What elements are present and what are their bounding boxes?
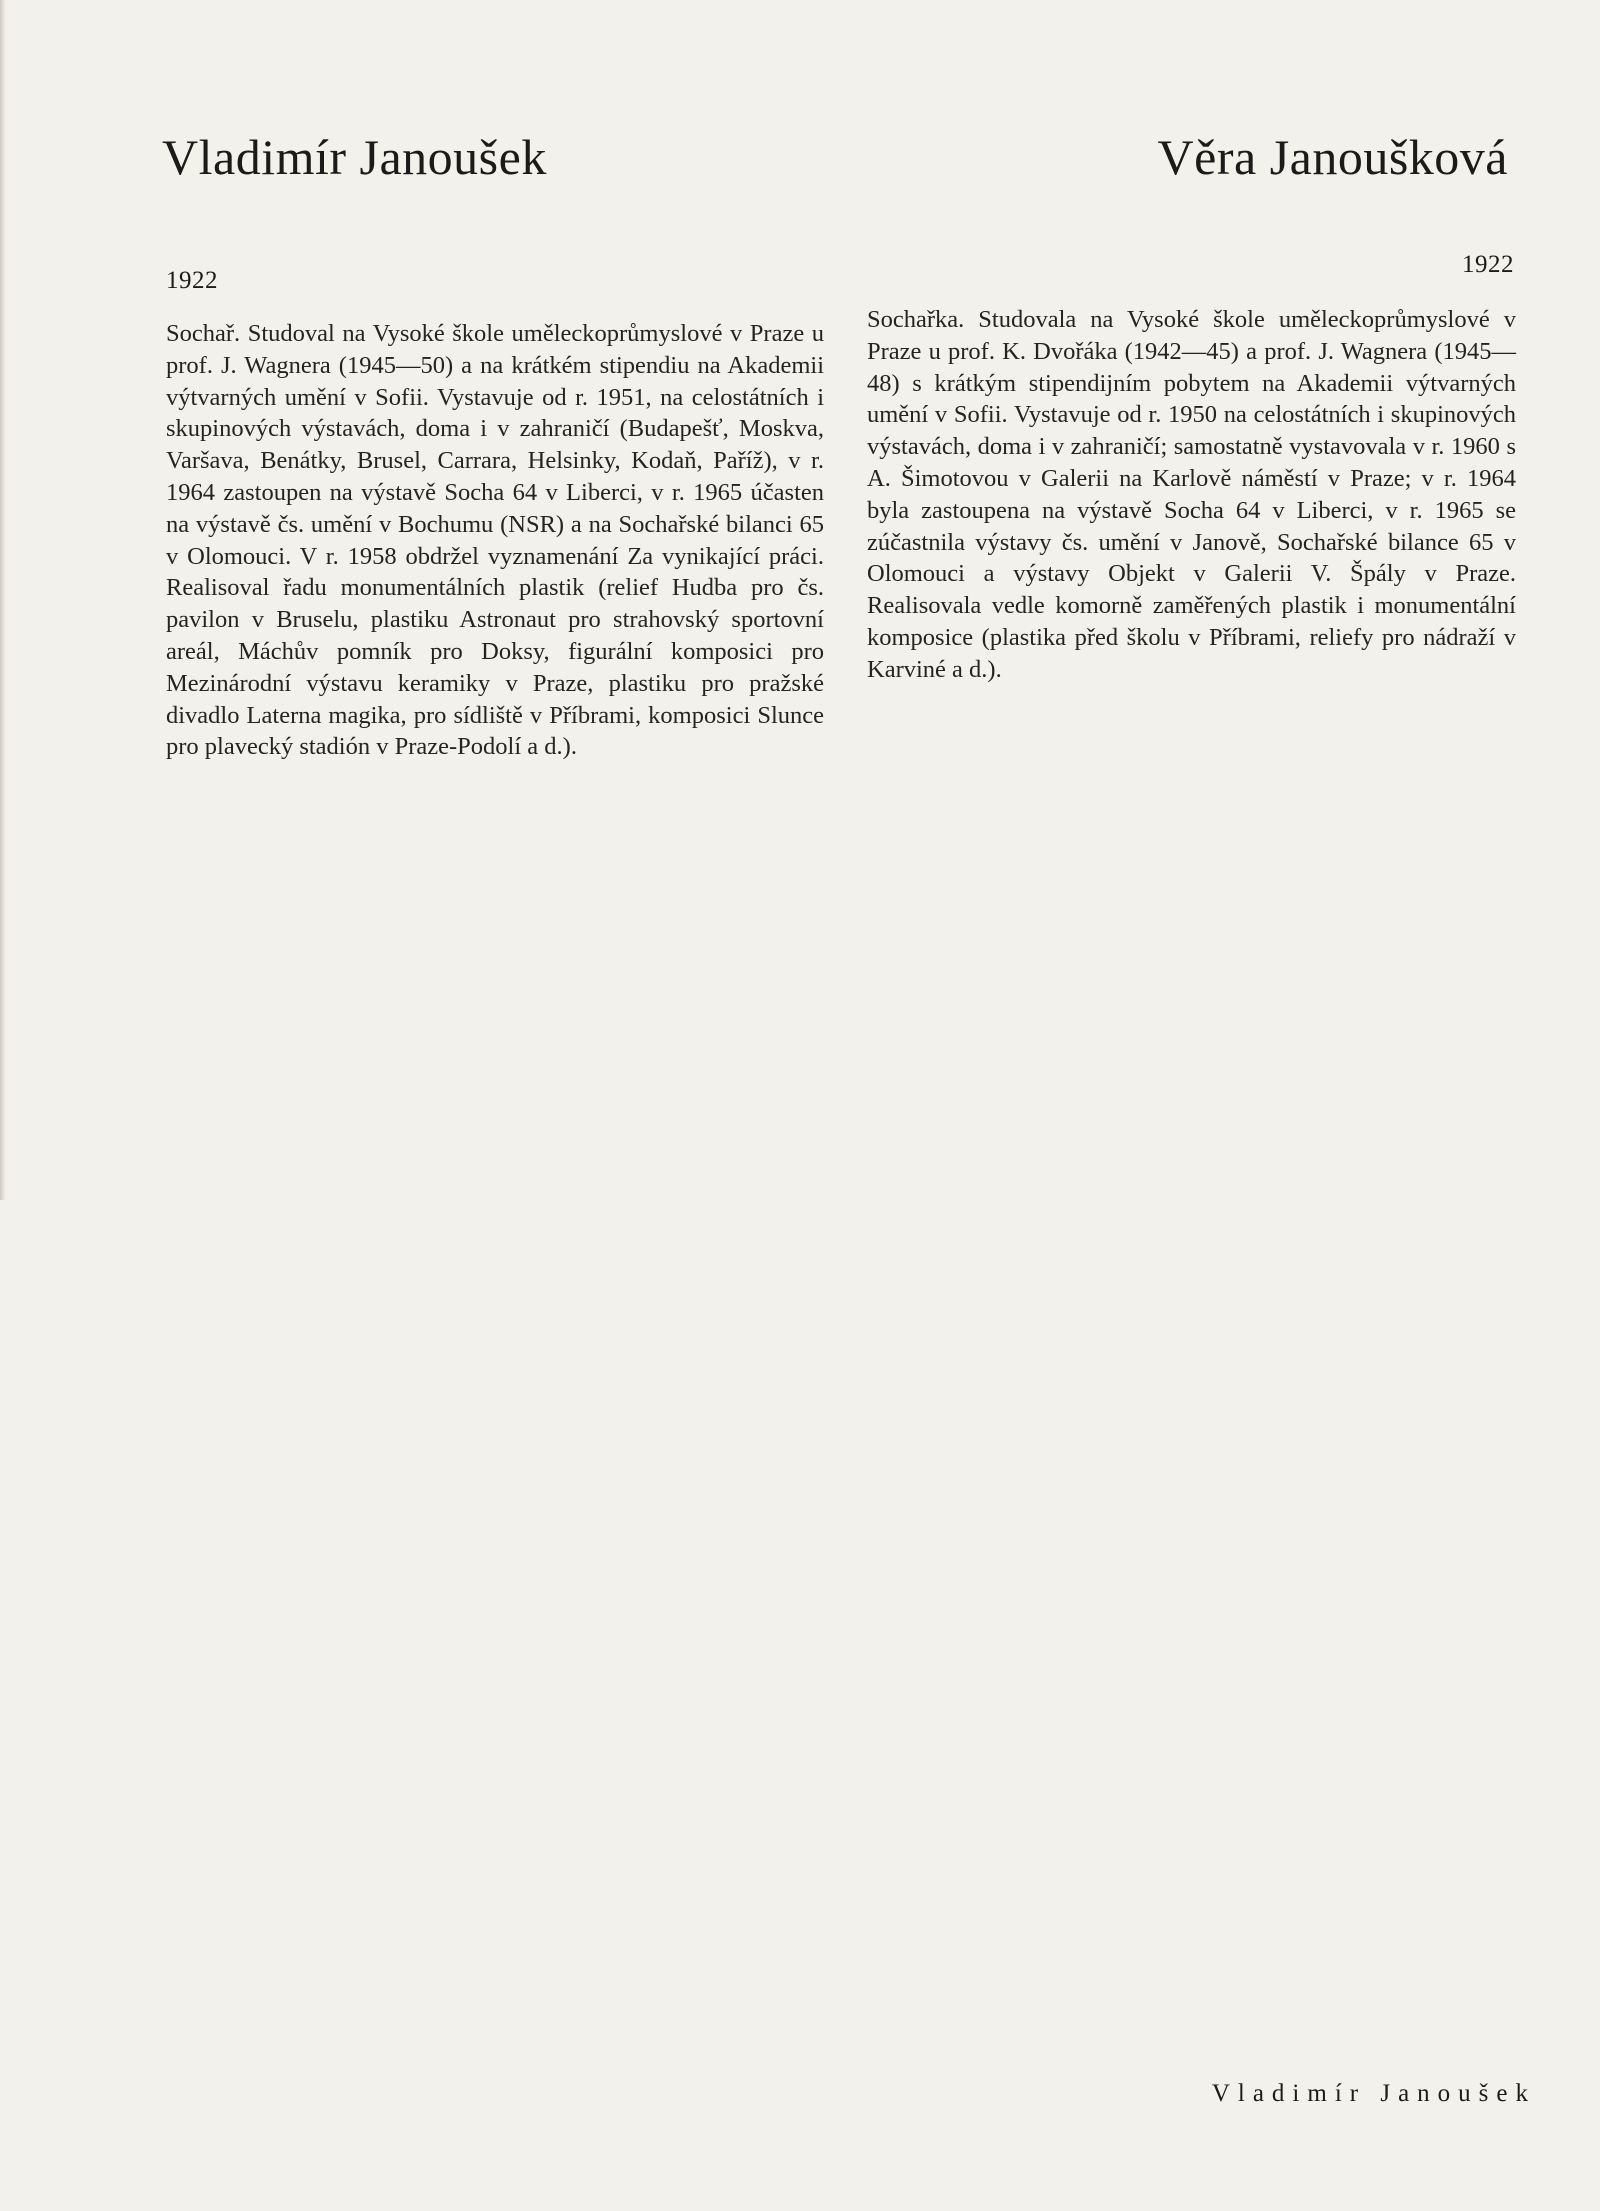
artist-name-left: Vladimír Janoušek xyxy=(162,128,547,185)
birth-year-right: 1922 xyxy=(1462,251,1514,278)
biography-right: Sochařka. Studovala na Vysoké škole uměleckoprůmyslové v Praze u prof. K. Dvořáka (1942—45) a prof. J. Wagnera (1945—48) s krátkým stipendijním pobytem na Akademii výtvarných umění v Sofii. Vystavuje od r. 1950 na celostátních i skupinových výstavách, doma i v zahraničí; samostatně vystavovala v r. 1960 s A. Šimotovou v Galerii na Karlově náměstí v Praze; v r. 1964 byla zastoupena na výstavě Socha 64 v Liberci, v r. 1965 se zúčastnila výstavy čs. umění v Janově, Sochařské bilance 65 v Olomouci a výstavy Objekt v Galerii V. Špály v Praze. Realisovala vedle komorně zaměřených plastik i monumentální komposice (plastika před školu v Příbrami, reliefy pro nádraží v Karviné a d.). xyxy=(867,306,1516,683)
footer-signature: Vladimír Janoušek xyxy=(1211,2080,1536,2107)
page-edge-shadow xyxy=(0,0,6,1200)
biography-left: Sochař. Studoval na Vysoké škole uměleckoprůmyslové v Praze u prof. J. Wagnera (1945—50) a na krátkém stipendiu na Akademii výtvarných umění v Sofii. Vystavuje od r. 1951, na celostátních i skupinových výstavách, doma i v zahraničí (Budapešť, Moskva, Varšava, Benátky, Brusel, Carrara, Helsinky, Kodaň, Paříž), v r. 1964 zastoupen na výstavě Socha 64 v Liberci, v r. 1965 účasten na výstavě čs. umění v Bochumu (NSR) a na Sochařské bilanci 65 v Olomouci. V r. 1958 obdržel vyznamenání Za vynikající práci. Realisoval řadu monumentálních plastik (relief Hudba pro čs. pavilon v Bruselu, plastiku Astronaut pro strahovský sportovní areál, Máchův pomník pro Doksy, figurální komposici pro Mezinárodní výstavu keramiky v Praze, plastiku pro pražské divadlo Laterna magika, pro sídliště v Příbrami, komposici Slunce pro plavecký stadión v Praze-Podolí a d.). xyxy=(166,320,824,761)
artist-name-right: Věra Janoušková xyxy=(1157,128,1508,185)
birth-year-left: 1922 xyxy=(166,267,218,294)
